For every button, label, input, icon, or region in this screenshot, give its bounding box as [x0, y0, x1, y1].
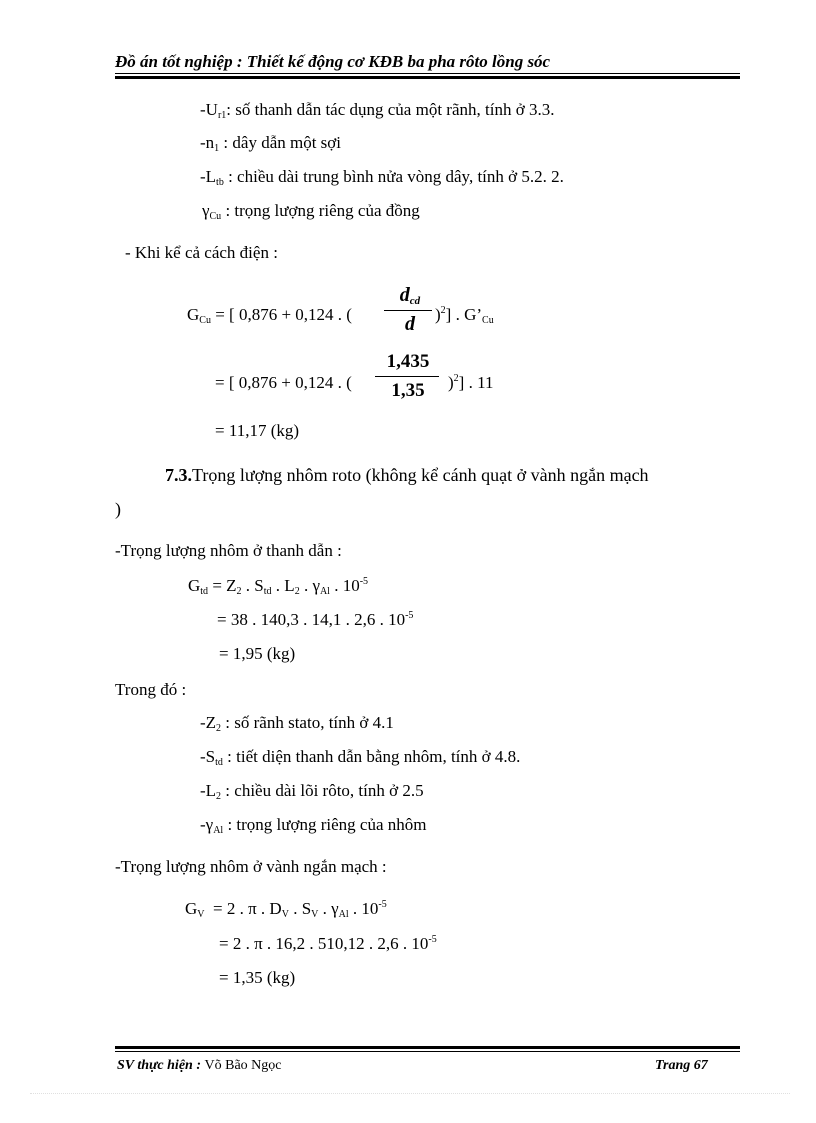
bar-substitution: = 38 . 140,3 . 14,1 . 2,6 . $10^{-5}$ [217, 610, 414, 629]
bar-formula: $G_{td} = Z_2$ . $S_{td}$ . $L_2$ . $\gamma_{Al}$ . $10^{-5}$ [188, 576, 369, 597]
def-gamma-cu: $\gamma_{Cu}$ : trọng lượng riêng của đồng [202, 201, 420, 222]
ring-substitution: = 2 . π . 16,2 . 510,12 . 2,6 . $10^{-5}$ [219, 934, 437, 953]
def-gamma-al: $-\gamma_{Al}$ : trọng lượng riêng của nhôm [200, 815, 427, 836]
ring-formula: $G_V = 2$ . π . $D_V$ . $S_V$ . $\gamma_{Al}$ . $10^{-5}$ [185, 899, 387, 920]
eq-gcu-row2-numerator: 1,435 [386, 351, 430, 372]
footer-rule-thin [115, 1051, 740, 1052]
eq-gcu-row2-denominator: 1,35 [391, 380, 425, 401]
eq-gcu-row1-left: $G_{Cu}$ = [ 0,876 + 0,124 . ( [187, 305, 352, 326]
def-ur1: $-U_{r1}$: số thanh dẫn tác dụng của một rãnh, tính ở 3.3. [200, 100, 555, 121]
eq-gcu-row1-right: )$^2$] . $G’_{Cu}$ [435, 305, 494, 326]
footer-author: SV thực hiện : Võ Bão Ngọc [117, 1058, 282, 1073]
def-z2: $-Z_2$ : số rãnh stato, tính ở 4.1 [200, 713, 394, 734]
ring-result: = 1,35 (kg) [219, 968, 296, 987]
eq-gcu-row2-left: = [ 0,876 + 0,124 . ( [215, 373, 352, 392]
eq-gcu-row2-right: )$^2$] . 11 [448, 373, 494, 392]
header-rule-thick [115, 76, 740, 79]
eq-gcu-denominator: d [405, 313, 415, 335]
insulation-label: - Khi kể cả cách điện : [125, 243, 278, 262]
eq-gcu-row2-fraction-bar [375, 376, 439, 377]
def-std: $-S_{td}$ : tiết diện thanh dẫn bằng nhôm, tính ở 4.8. [200, 747, 521, 768]
eq-gcu-numerator: $d_{cd}$ [399, 284, 421, 307]
page-bottom-dotted-line [30, 1093, 790, 1094]
bar-weight-label: -Trọng lượng nhôm ở thanh dẫn : [115, 541, 342, 560]
footer-rule-thick [115, 1046, 740, 1049]
header-rule-thin [115, 73, 740, 74]
where-label: Trong đó : [115, 680, 187, 699]
section-heading-close: ) [115, 499, 121, 519]
page-header-title: Đồ án tốt nghiệp : Thiết kế động cơ KĐB ba pha rôto lồng sóc [115, 52, 551, 71]
eq-gcu-fraction-bar [384, 310, 432, 311]
def-l2: $-L_2$ : chiều dài lõi rôto, tính ở 2.5 [200, 781, 424, 802]
footer-page-number: Trang 67 [655, 1058, 708, 1073]
section-heading: 7.3.Trọng lượng nhôm roto (không kể cánh quạt ở vành ngắn mạch [165, 465, 649, 485]
bar-result: = 1,95 (kg) [219, 644, 296, 663]
def-n1: $-n_1$ : dây dẫn một sợi [200, 133, 342, 154]
eq-gcu-result: = 11,17 (kg) [215, 421, 300, 440]
ring-weight-label: -Trọng lượng nhôm ở vành ngắn mạch : [115, 857, 387, 876]
def-ltb: $-L_{tb}$ : chiều dài trung bình nửa vòng dây, tính ở 5.2. 2. [200, 167, 564, 188]
